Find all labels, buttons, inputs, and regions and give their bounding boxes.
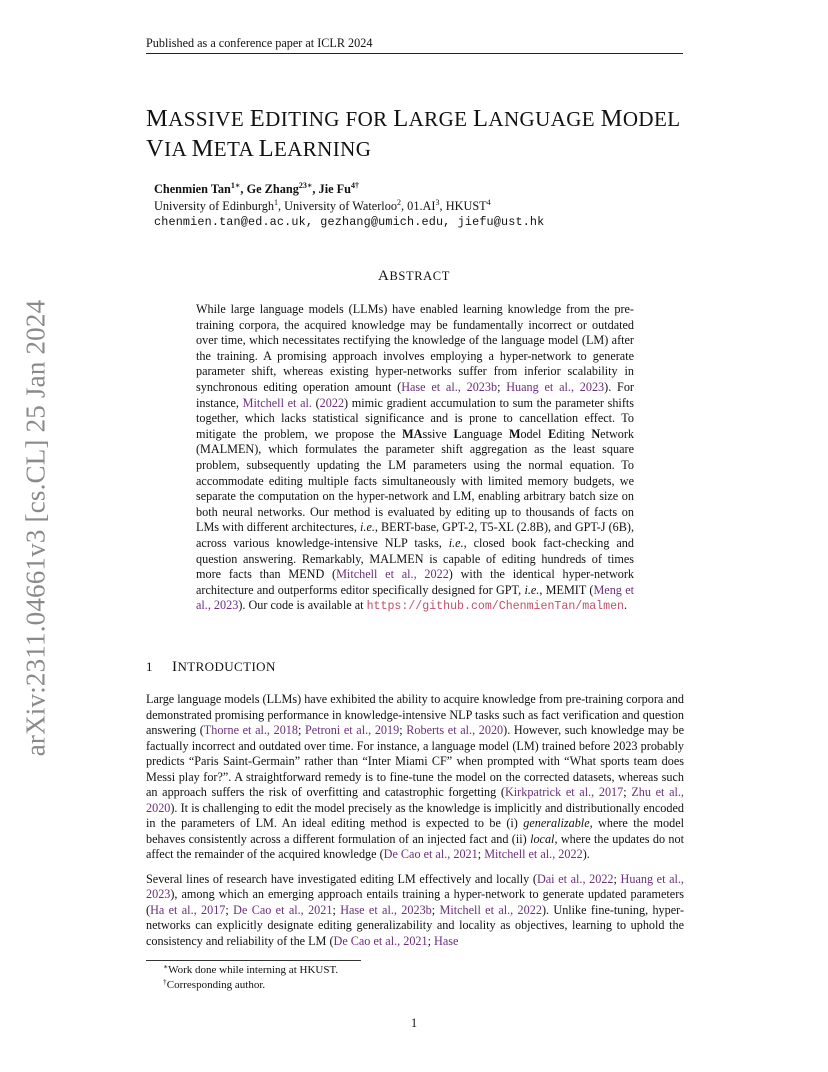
footnote: †Corresponding author. — [163, 976, 266, 991]
author-name: Chenmien Tan — [154, 182, 231, 196]
running-header: Published as a conference paper at ICLR 2024 — [146, 36, 373, 50]
title-word-rest: IA — [164, 137, 186, 161]
citation-link[interactable]: Huang et al., 2023 — [506, 379, 605, 394]
footnote: ∗Work done while interning at HKUST. — [163, 962, 339, 976]
affiliation: University of Waterloo — [284, 198, 398, 213]
citation-link[interactable]: Mitchell et al., 2022 — [484, 847, 583, 861]
title-word-initial: E — [249, 105, 266, 132]
citation-link[interactable]: Hase et al., 2023b — [401, 379, 498, 394]
author-name: Jie Fu — [318, 182, 351, 196]
citation-link[interactable]: Mitchell et al. — [242, 395, 312, 410]
affiliation-sup: 2 — [397, 197, 402, 207]
affiliation-sup: 3 — [435, 197, 440, 207]
citation-link[interactable]: Ha et al., 2017 — [150, 902, 226, 917]
heading-rest: NTRODUCTION — [177, 659, 276, 674]
paragraph: Large language models (LLMs) have exhibited the ability to acquire knowledge from pre-training corpora and demonstrated promising performance in knowledge-intensive NLP tasks such as fact verification and question answering (Thorne et al., 2018; Petroni et al., 2019; Roberts et al., 2020). However, such knowledge may be factually incorrect and outdated over time. For instance, a language model (LM) trained before 2023 probably predicts “Paris Saint-Germain” rather than “Inter Miami CF” when prompted with “What sports team does Messi play for?”. A straightforward remedy is to fine-tune the model on the corrected datasets, whereas such an approach suffers the risk of overfitting and catastrophic forgetting (Kirkpatrick et al., 2017; Zhu et al., 2020). It is challenging to edit the model precisely as the knowledge is implicitly and distributionally encoded in the parameters of LM. An ideal editing method is expected to be (i) generalizable, where the model behaves consistently across a different formulation of an injected fact and (ii) local, where the updates do not affect the remainder of the acquired knowledge (De Cao et al., 2021; Mitchell et al., 2022). — [146, 692, 685, 861]
footnote-mark: † — [163, 976, 167, 986]
citation-link[interactable]: De Cao et al., 2021 — [383, 847, 478, 861]
author-affil-sup: 23 — [298, 181, 307, 190]
title-word-initial: L — [473, 105, 489, 132]
citation-link[interactable]: Kirkpatrick et al., 2017 — [504, 785, 624, 799]
page-number: 1 — [410, 1016, 418, 1030]
citation-link[interactable]: Roberts et al., 2020 — [406, 723, 504, 737]
affiliations: University of Edinburgh$^1$, University of Waterloo$^2$, $01.AI^3$, HKUST$^4$ — [154, 197, 491, 213]
title-word-initial: M — [146, 105, 169, 132]
title-word-rest: ODEL — [622, 107, 681, 131]
citation-link[interactable]: Thorne et al., 2018 — [203, 723, 298, 737]
title-word-rest: ETA — [213, 137, 253, 161]
author-block — [154, 181, 694, 231]
affiliation: 01.AI — [407, 198, 436, 213]
author-names: Chenmien Tan$^{1∗}$, Ge Zhang$^{23∗}$, Jie $Fu^{4\dagger}$ — [154, 181, 359, 196]
footnote-rule — [146, 960, 361, 961]
citation-link[interactable]: Dai et al., 2022 — [536, 871, 614, 886]
title-word-initial: M — [191, 135, 214, 162]
citation-link[interactable]: Hase — [434, 933, 459, 948]
heading-initial: I — [172, 658, 178, 675]
title-word-initial: L — [393, 105, 409, 132]
introduction-body — [146, 692, 684, 958]
code-url-link[interactable]: https://github.com/ChenmienTan/malmen — [366, 600, 625, 614]
title-word-rest: ARGE — [408, 107, 468, 131]
header-rule — [146, 53, 683, 54]
citation-link[interactable]: Mitchell et al., 2022 — [439, 902, 542, 917]
affiliation-sup: 1 — [274, 197, 278, 207]
heading-initial: A — [378, 268, 390, 284]
section-number: 1 — [146, 659, 153, 674]
affiliation-sup: 4 — [486, 197, 491, 207]
section-heading-introduction — [146, 658, 686, 676]
citation-link[interactable]: Meng et al., 2023 — [196, 582, 634, 613]
abstract-text: While large language models (LLMs) have enabled learning knowledge from the pre-training corpora, the acquired knowledge may be fundamentally incorrect or outdated over time, which necessitates rectifying the knowledge of the language model (LM) after the training. A promising approach involves employing a hyper-network to generate parameter shift, whereas existing hyper-networks suffer from inferior scalability in synchronous editing operation amount (Hase et al., 2023b; Huang et al., 2023). For instance, Mitchell et al. (2022) mimic gradient accumulation to sum the parameter shifts together, which lacks statistical significance and is prone to cancellation effect. To mitigate the problem, we propose the MAssive Language Model Editing Network (MALMEN), which formulates the parameter shift aggregation as the least square problem, subsequently updating the LM parameters using the normal equation. To accommodate editing multiple facts simultaneously with limited memory budgets, we separate the computation on the hyper-network and LM, enabling arbitrary batch size on both neural networks. Our method is evaluated by editing up to thousands of facts on LMs with different architectures, i.e., BERT-base, GPT-2, T5-XL (2.8B), and GPT-J (6B), across various knowledge-intensive NLP tasks, i.e., closed book fact-checking and question answering. Remarkably, MALMEN is capable of editing hundreds of times more facts than MEND (Mitchell et al., 2022) with the identical hyper-network architecture and outperforms editor specifically designed for GPT, i.e., MEMIT (Meng et al., 2023). Our code is available at https://github.com/ChenmienTan/malmen. — [196, 302, 635, 614]
title-word-initial: L — [258, 135, 274, 162]
footnotes — [163, 963, 683, 992]
paper-title — [146, 104, 706, 164]
title-word-initial: M — [600, 105, 623, 132]
arxiv-stamp: arXiv:2311.04661v3 [cs.CL] 25 Jan 2024 — [20, 299, 51, 757]
citation-link[interactable]: De Cao et al., 2021 — [233, 902, 333, 917]
title-word-rest: DITING FOR — [265, 107, 388, 131]
citation-link[interactable]: Petroni et al., 2019 — [305, 723, 400, 737]
abstract-heading — [0, 268, 828, 285]
title-word-rest: ASSIVE — [168, 107, 245, 131]
author-affil-sup: 1 — [230, 181, 235, 190]
paragraph: Several lines of research have investigated editing LM effectively and locally (Dai et al., 2022; Huang et al., 2023), among which an emerging approach entails training a hyper-network to generate updated parameters (Ha et al., 2017; De Cao et al., 2021; Hase et al., 2023b; Mitchell et al., 2022). Unlike fine-tuning, hyper-networks can explicitly designate editing generalizability and locality as objectives, learning to uphold the consistency and reliability of the LM (De Cao et al., 2021; Hase — [146, 871, 685, 948]
title-word-initial: V — [146, 135, 165, 162]
heading-rest: BSTRACT — [389, 269, 450, 283]
author-emails: chenmien.tan@ed.ac.uk, gezhang@umich.edu, jiefu@ust.hk — [154, 215, 545, 229]
citation-link[interactable]: Hase et al., 2023b — [340, 902, 432, 917]
citation-link[interactable]: Zhu et al., 2020 — [146, 785, 684, 815]
title-line-1 — [146, 104, 706, 134]
title-line-2 — [146, 134, 706, 164]
footnote-mark: ∗ — [163, 962, 169, 971]
affiliation: University of Edinburgh — [154, 198, 274, 213]
author-affil-sup: 4† — [351, 181, 359, 190]
citation-link[interactable]: 2022 — [319, 395, 345, 410]
affiliation: HKUST — [445, 198, 487, 213]
title-word-rest: EARNING — [273, 137, 372, 161]
citation-link[interactable]: Mitchell et al., 2022 — [336, 567, 449, 582]
citation-link[interactable]: De Cao et al., 2021 — [333, 933, 428, 948]
author-name: Ge Zhang — [246, 182, 299, 196]
citation-link[interactable]: Huang et al., 2023 — [146, 871, 684, 901]
title-word-rest: ANGUAGE — [488, 107, 596, 131]
